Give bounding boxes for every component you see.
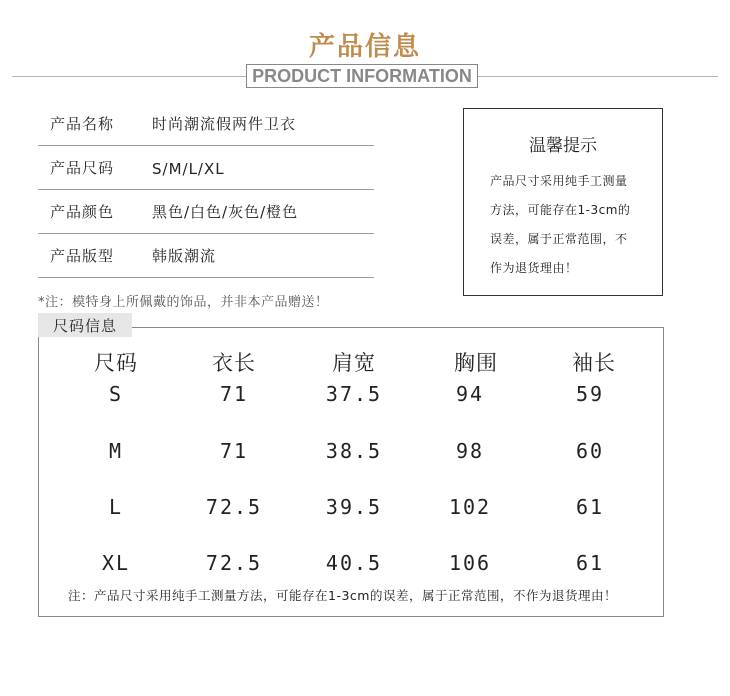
tips-box xyxy=(463,108,663,296)
table-cell: 59 xyxy=(575,382,605,406)
info-value: 时尚潮流假两件卫衣 xyxy=(152,115,297,133)
tips-line: 作为退货理由！ xyxy=(490,261,578,275)
tips-title: 温馨提示 xyxy=(529,136,597,156)
tips-body xyxy=(490,167,650,283)
table-cell: 60 xyxy=(575,439,605,463)
table-cell: 40.5 xyxy=(325,551,383,575)
table-cell: S xyxy=(108,382,124,406)
table-cell: 71 xyxy=(219,382,249,406)
table-cell: M xyxy=(108,439,124,463)
divider-right xyxy=(478,76,718,77)
table-cell: 71 xyxy=(219,439,249,463)
info-label: 产品名称 xyxy=(50,115,115,133)
info-row-color xyxy=(38,190,374,234)
table-footnote: 注：产品尺寸采用纯手工测量方法，可能存在1-3cm的误差，属于正常范围，不作为退货理由！ xyxy=(68,588,617,603)
info-label: 产品版型 xyxy=(50,247,115,265)
page-subtitle: PRODUCT INFORMATION xyxy=(252,65,472,86)
info-value: 韩版潮流 xyxy=(152,247,217,265)
table-cell: 39.5 xyxy=(325,495,383,519)
info-value: 黑色/白色/灰色/橙色 xyxy=(152,203,299,221)
table-cell: 38.5 xyxy=(325,439,383,463)
table-cell: 72.5 xyxy=(205,551,263,575)
table-cell: 61 xyxy=(575,551,605,575)
info-row-name xyxy=(38,102,374,146)
column-header: 肩宽 xyxy=(332,351,376,375)
row-divider xyxy=(38,277,374,278)
page-title: 产品信息 xyxy=(308,32,421,62)
table-cell: 61 xyxy=(575,495,605,519)
info-row-size xyxy=(38,146,374,190)
info-row-fit xyxy=(38,234,374,278)
column-header: 尺码 xyxy=(94,351,138,375)
tips-line: 产品尺寸采用纯手工测量 xyxy=(490,174,628,188)
tips-line: 误差，属于正常范围，不 xyxy=(490,232,628,246)
table-cell: XL xyxy=(101,551,131,575)
column-header: 胸围 xyxy=(454,351,498,375)
table-cell: 37.5 xyxy=(325,382,383,406)
column-header: 衣长 xyxy=(212,351,256,375)
info-value: S/M/L/XL xyxy=(152,160,225,178)
table-cell: 102 xyxy=(448,495,492,519)
divider-left xyxy=(12,76,246,77)
table-cell: 106 xyxy=(448,551,492,575)
tips-line: 方法，可能存在1-3cm的 xyxy=(490,203,631,217)
column-header: 袖长 xyxy=(572,351,616,375)
table-cell: L xyxy=(108,495,124,519)
subtitle-box xyxy=(246,64,478,88)
size-table-tab: 尺码信息 xyxy=(38,313,132,337)
info-label: 产品颜色 xyxy=(50,203,115,221)
accessory-note: *注：模特身上所佩戴的饰品，并非本产品赠送！ xyxy=(38,295,329,310)
info-label: 产品尺码 xyxy=(50,159,115,177)
table-cell: 94 xyxy=(455,382,485,406)
table-cell: 98 xyxy=(455,439,485,463)
table-cell: 72.5 xyxy=(205,495,263,519)
